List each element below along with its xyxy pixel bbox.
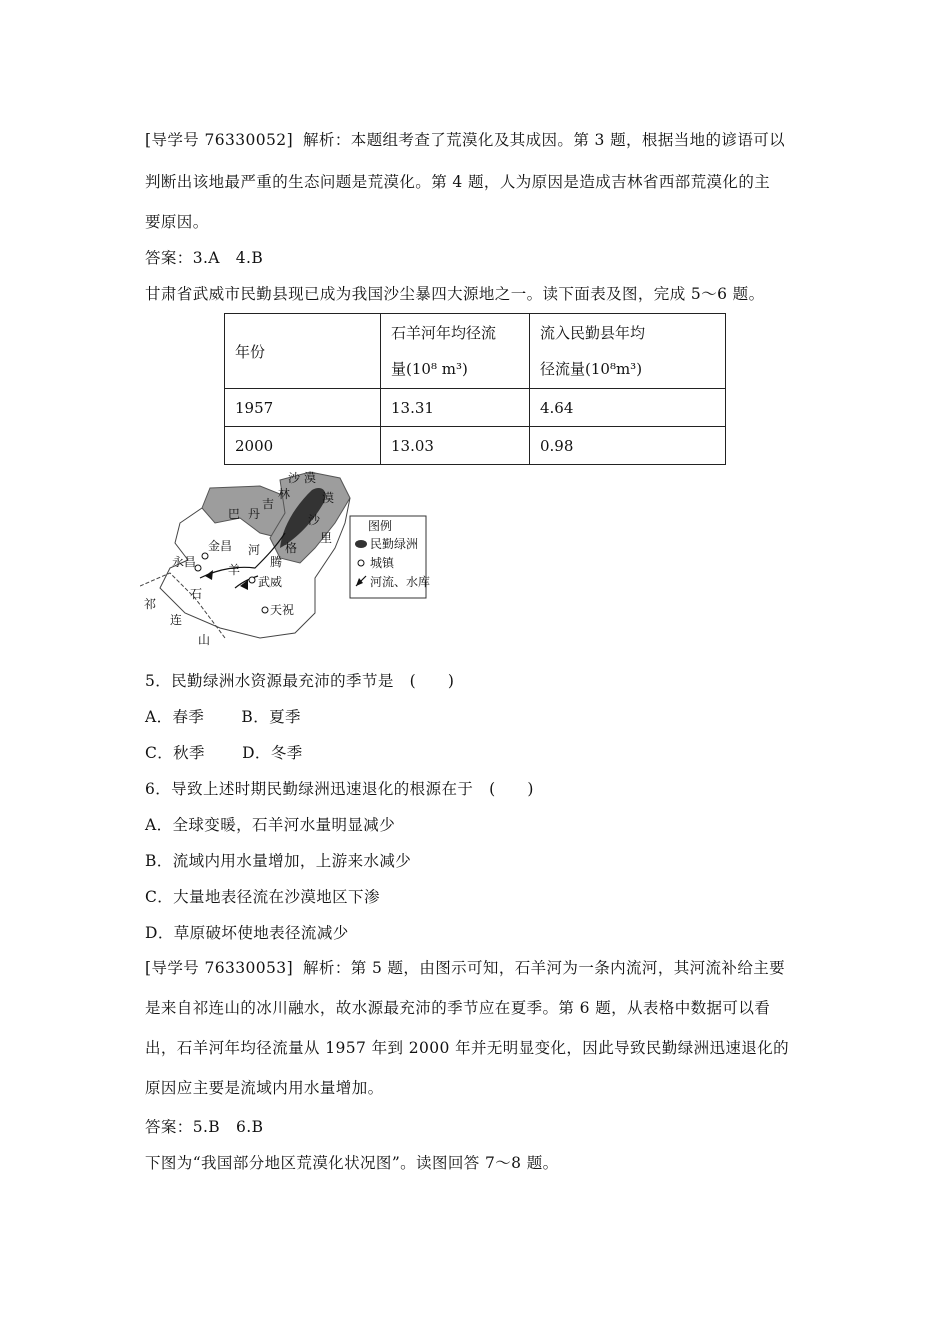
answer-2: 答案：5.B 6.B <box>145 1118 264 1136</box>
legend-river: 河流、水库 <box>370 575 430 589</box>
map-label: 祁 <box>144 597 157 611</box>
cell-year: 2000 <box>225 427 381 465</box>
question-6-option-a: A．全球变暖，石羊河水量明显减少 <box>145 816 396 834</box>
cell-minqin: 0.98 <box>530 427 726 465</box>
map-label: 连 <box>170 613 183 627</box>
map-label: 林 <box>278 487 291 501</box>
cell-year: 1957 <box>225 389 381 427</box>
explanation-1-line-1: [导学号 76330052] 解析：本题组考查了荒漠化及其成因。第 3 题，根据当地的谚语可以 <box>145 131 786 149</box>
table-header-row <box>225 314 726 389</box>
table-row <box>225 389 726 427</box>
explanation-1-line-2: 判断出该地最严重的生态问题是荒漠化。第 4 题，人为原因是造成吉林省西部荒漠化的主 <box>145 173 771 191</box>
map-label: 漠 <box>304 471 317 485</box>
legend-oasis: 民勤绿洲 <box>370 537 419 551</box>
map-label: 吉 <box>262 497 275 511</box>
question-intro-5-6: 甘肃省武威市民勤县现已成为我国沙尘暴四大源地之一。读下面表及图，完成 5～6 题。 <box>145 285 765 303</box>
map-label: 沙 <box>288 471 301 485</box>
legend-town: 城镇 <box>370 556 395 570</box>
explanation-1-line-3: 要原因。 <box>145 213 209 231</box>
map-label: 沙 <box>308 513 321 527</box>
question-5-options-cd: C．秋季 D．冬季 <box>145 744 303 762</box>
question-intro-7-8: 下图为“我国部分地区荒漠化状况图”。读图回答 7～8 题。 <box>145 1154 559 1172</box>
map-label: 格 <box>285 541 298 555</box>
question-6-option-c: C．大量地表径流在沙漠地区下渗 <box>145 888 380 906</box>
map-label: 漠 <box>322 491 335 505</box>
map-label: 巴 <box>228 507 241 521</box>
map-label: 河 <box>248 543 261 557</box>
map-label: 丹 <box>248 507 261 521</box>
map-label: 武威 <box>258 575 283 589</box>
map-label: 金昌 <box>208 539 233 553</box>
map-label: 腾 <box>270 555 283 569</box>
cell-minqin: 4.64 <box>530 389 726 427</box>
question-6-option-b: B．流域内用水量增加，上游来水减少 <box>145 852 412 870</box>
question-5-stem: 5．民勤绿洲水资源最充沛的季节是 ( ) <box>145 672 455 690</box>
map-label: 里 <box>320 531 333 545</box>
map-label: 永昌 <box>172 555 197 569</box>
town-legend-icon <box>358 560 364 566</box>
tianzhu-town-icon <box>262 607 268 613</box>
table-row <box>225 427 726 465</box>
wuwei-town-icon <box>249 577 255 583</box>
guide-number-tag: [导学号 76330053] <box>145 959 294 977</box>
explanation-2-line-3: 出，石羊河年均径流量从 1957 年到 2000 年并无明显变化，因此导致民勤绿洲迅速退化的 <box>145 1039 790 1057</box>
question-6-option-d: D．草原破坏使地表径流减少 <box>145 924 349 942</box>
explanation-2-line-1: [导学号 76330053] 解析：第 5 题，由图示可知，石羊河为一条内流河，其河流补给主要 <box>145 959 786 977</box>
minqin-oasis-map <box>140 468 430 650</box>
map-legend <box>350 516 430 598</box>
guide-number-tag: [导学号 76330052] <box>145 131 294 149</box>
cell-shiyang: 13.31 <box>381 389 530 427</box>
explanation-2-line-2: 是来自祁连山的冰川融水，故水源最充沛的季节应在夏季。第 6 题，从表格中数据可以看 <box>145 999 771 1017</box>
question-5-options-ab: A．春季 B．夏季 <box>145 708 301 726</box>
map-label: 羊 <box>228 563 241 577</box>
map-label: 石 <box>190 587 203 601</box>
oasis-legend-icon <box>355 540 367 548</box>
jinchang-town-icon <box>202 553 208 559</box>
legend-title: 图例 <box>368 519 393 533</box>
cell-shiyang: 13.03 <box>381 427 530 465</box>
header-year: 年份 <box>225 314 381 389</box>
header-shiyang-runoff: 石羊河年均径流 量(10⁸ m³) <box>381 314 530 389</box>
runoff-table <box>224 313 726 465</box>
question-6-stem: 6．导致上述时期民勤绿洲迅速退化的根源在于 ( ) <box>145 780 534 798</box>
map-label: 天祝 <box>270 603 295 617</box>
explanation-2-line-4: 原因应主要是流域内用水量增加。 <box>145 1079 384 1097</box>
map-label: 山 <box>198 633 211 647</box>
header-minqin-runoff: 流入民勤县年均 径流量(10⁸m³) <box>530 314 726 389</box>
answer-1: 答案：3.A 4.B <box>145 249 264 267</box>
